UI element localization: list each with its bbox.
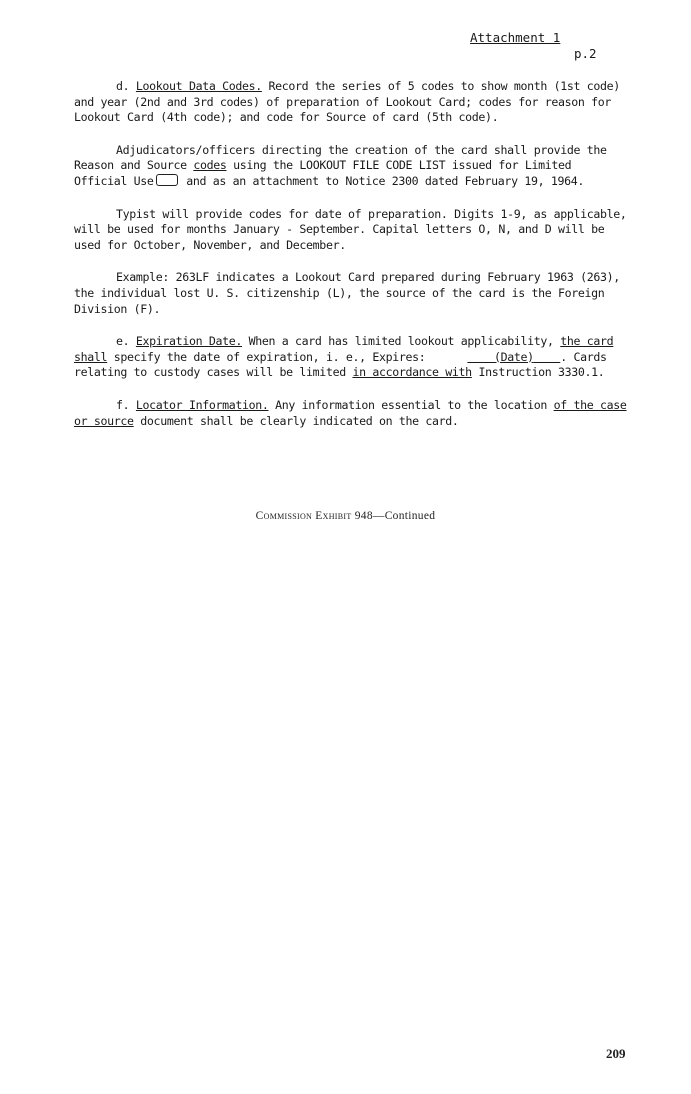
section-e-text-2: specify the date of expiration, i. e., Expires: bbox=[107, 349, 426, 364]
paragraph-e bbox=[74, 334, 630, 381]
date-blank bbox=[425, 350, 560, 366]
attachment-label: Attachment 1 bbox=[470, 30, 561, 45]
paragraph-adjudicators bbox=[74, 143, 630, 190]
section-d-marker: d. bbox=[116, 79, 130, 93]
section-f-text-2: document shall be clearly indicated on the card. bbox=[133, 413, 459, 428]
caption-prefix: Commission Exhibit bbox=[255, 510, 352, 522]
typist-text: Typist will provide codes for date of preparation. Digits 1-9, as applicable, will be used for months January - September. Capital letters O, N, and D will be used for October, November, and December. bbox=[74, 206, 627, 252]
caption-suffix: —Continued bbox=[372, 510, 436, 522]
section-d-title: Lookout Data Codes. bbox=[135, 79, 262, 93]
adjudicators-text-3: and as an attachment to Notice 2300 dated February 19, 1964. bbox=[179, 173, 584, 188]
section-f-title: Locator Information. bbox=[135, 397, 269, 412]
paragraph-example bbox=[74, 270, 630, 317]
classification-box bbox=[156, 174, 178, 186]
date-placeholder: (Date) bbox=[493, 349, 534, 364]
adjudicators-text-2: using the LOOKOUT FILE CODE LIST issued for Limited Official Use bbox=[74, 158, 572, 188]
exhibit-caption bbox=[0, 510, 691, 522]
paragraph-typist bbox=[74, 207, 630, 254]
paragraph-d bbox=[74, 79, 630, 126]
section-e-title: Expiration Date. bbox=[135, 334, 242, 349]
section-f-case-source: of the case or source bbox=[74, 397, 627, 428]
section-e-marker: e. bbox=[116, 334, 130, 349]
section-e-text-1: When a card has limited lookout applicability, bbox=[242, 334, 561, 349]
section-e-accordance: in accordance with bbox=[352, 365, 472, 380]
section-f-marker: f. bbox=[116, 397, 130, 412]
section-e-text-4: Instruction 3330.1. bbox=[471, 365, 605, 380]
page-reference: p.2 bbox=[574, 46, 597, 61]
section-f-text-1: Any information essential to the location bbox=[268, 397, 554, 412]
paragraph-f bbox=[74, 398, 630, 429]
adjudicators-text-1: Adjudicators/officers directing the creation of the card shall provide the Reason and Source bbox=[74, 142, 607, 173]
caption-number: 948 bbox=[354, 510, 373, 522]
example-text: Example: 263LF indicates a Lookout Card prepared during February 1963 (263), the individual lost U. S. citizenship (L), the source of the card is the Foreign Division (F). bbox=[74, 270, 620, 316]
adjudicators-codes: codes bbox=[193, 158, 227, 173]
attachment-header bbox=[470, 30, 610, 62]
section-e-text-3: . Cards relating to custody cases will be limited bbox=[74, 349, 607, 380]
page-number: 209 bbox=[606, 1046, 626, 1061]
section-d-text: Record the series of 5 codes to show month (1st code) and year (2nd and 3rd codes) of preparation of Lookout Card; codes for reason for Lookout Card (4th code); and code for Source of card (5th code). bbox=[74, 79, 620, 125]
document-body bbox=[74, 79, 630, 446]
section-e-card-shall: the card shall bbox=[74, 334, 614, 364]
